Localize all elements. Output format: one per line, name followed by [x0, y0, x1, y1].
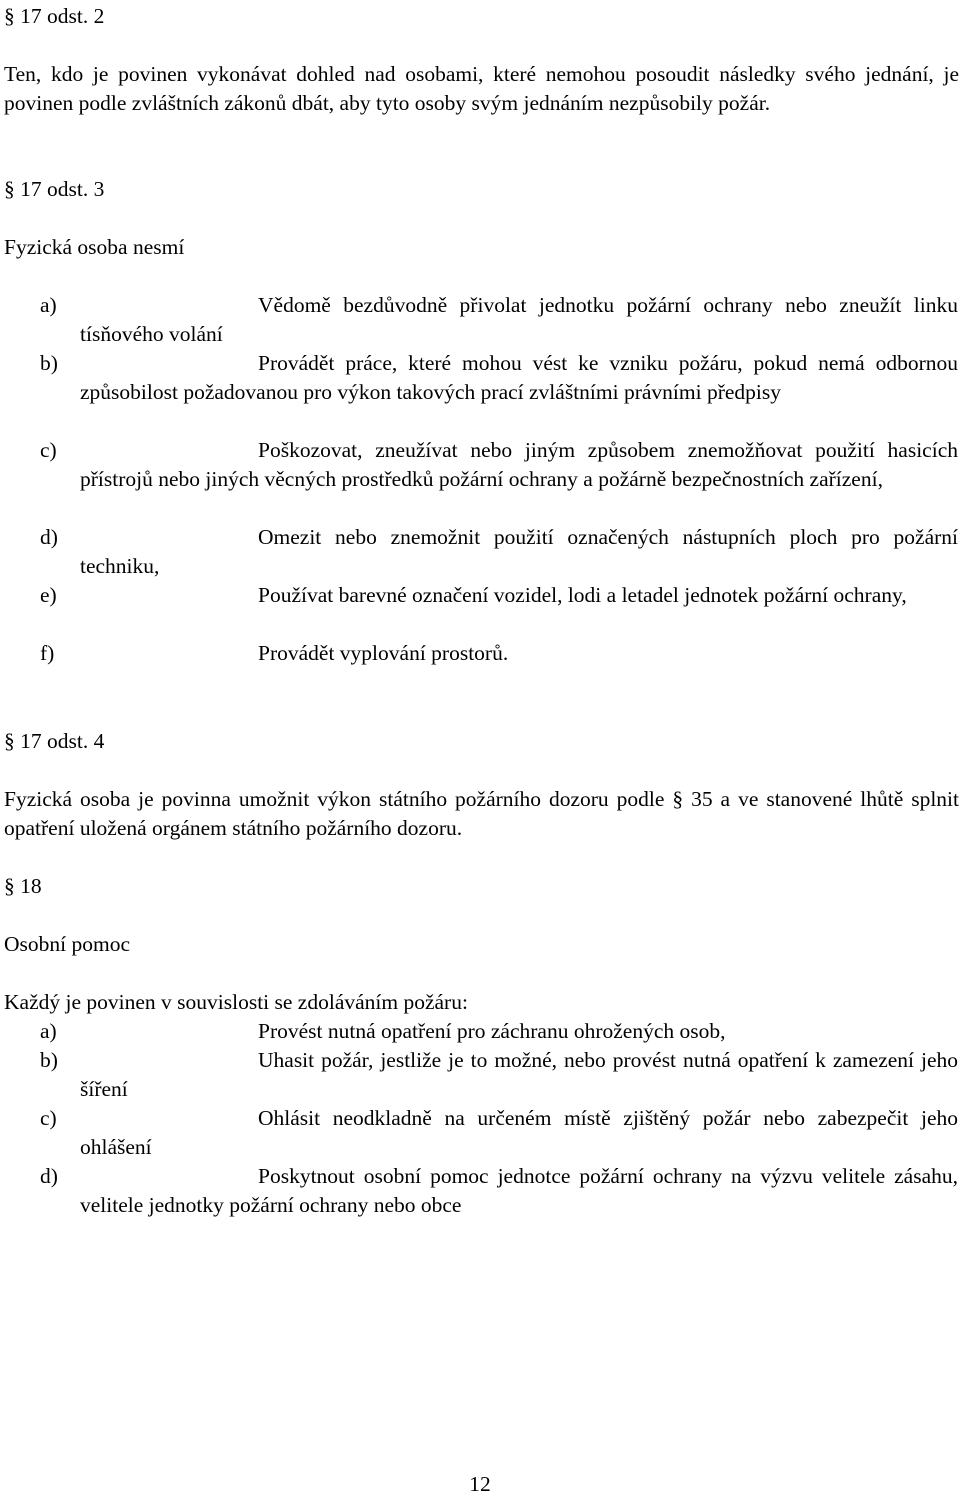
list-item — [40, 639, 958, 668]
list-item — [40, 523, 958, 581]
list-item-label: a) — [40, 293, 57, 317]
list-item-text: Ohlásit neodkladně na určeném místě zjištěný požár nebo zabezpečit jeho ohlášení — [80, 1106, 958, 1159]
list-item-text: Vědomě bezdůvodně přivolat jednotku požární ochrany nebo zneužít linku tísňového volání — [80, 293, 958, 346]
list-item-text: Uhasit požár, jestliže je to možné, nebo provést nutná opatření k zamezení jeho šíření — [80, 1048, 958, 1101]
section-intro-17-3: Fyzická osoba nesmí — [4, 235, 185, 259]
list-item-text: Poskytnout osobní pomoc jednotce požární ochrany na výzvu velitele zásahu, velitele jednotky požární ochrany nebo obce — [80, 1164, 958, 1217]
section-subheading-18: Osobní pomoc — [4, 932, 131, 956]
list-item-label: f) — [40, 641, 55, 665]
list-item-label: c) — [40, 1106, 57, 1130]
section-intro-18: Každý je povinen v souvislosti se zdoláváním požáru: — [4, 990, 468, 1014]
section-heading-17-3: § 17 odst. 3 — [4, 177, 105, 201]
list-item-text: Používat barevné označení vozidel, lodi a letadel jednotek požární ochrany, — [258, 583, 907, 607]
list-item — [40, 581, 958, 610]
list-item-label: d) — [40, 525, 58, 549]
page-number: 12 — [469, 1472, 491, 1496]
list-item-label: e) — [40, 583, 57, 607]
list-item — [40, 1017, 958, 1046]
list-item — [40, 436, 958, 494]
list-item-label: a) — [40, 1019, 57, 1043]
list-item-text: Omezit nebo znemožnit použití označených nástupních ploch pro požární techniku, — [80, 525, 958, 578]
section-heading-17-2: § 17 odst. 2 — [4, 4, 105, 28]
list-item-text: Poškozovat, zneužívat nebo jiným způsobem znemožňovat použití hasicích přístrojů nebo jiných věcných prostředků požární ochrany a požárně bezpečnostních zařízení, — [80, 438, 958, 491]
list-item — [40, 291, 958, 349]
section-heading-18: § 18 — [4, 874, 42, 898]
section-paragraph-17-2: Ten, kdo je povinen vykonávat dohled nad osobami, které nemohou posoudit následky svého jednání, je povinen podle zvláštních zákonů dbát, aby tyto osoby svým jednáním nezpůsobily požár. — [4, 62, 959, 115]
list-item — [40, 1162, 958, 1220]
section-paragraph-17-4: Fyzická osoba je povinna umožnit výkon státního požárního dozoru podle § 35 a ve stanovené lhůtě splnit opatření uložená orgánem státního požárního dozoru. — [4, 787, 959, 840]
list-item-label: d) — [40, 1164, 58, 1188]
list-item — [40, 1104, 958, 1162]
section-heading-17-4: § 17 odst. 4 — [4, 729, 105, 753]
list-item-text: Provést nutná opatření pro záchranu ohrožených osob, — [258, 1019, 726, 1043]
list-item-label: c) — [40, 438, 57, 462]
list-item-label: b) — [40, 351, 58, 375]
list-item — [40, 349, 958, 407]
list-item — [40, 1046, 958, 1104]
list-item-label: b) — [40, 1048, 58, 1072]
list-item-text: Provádět vyplování prostorů. — [258, 641, 509, 665]
list-item-text: Provádět práce, které mohou vést ke vzniku požáru, pokud nemá odbornou způsobilost požadovanou pro výkon takových prací zvláštními právními předpisy — [80, 351, 958, 404]
